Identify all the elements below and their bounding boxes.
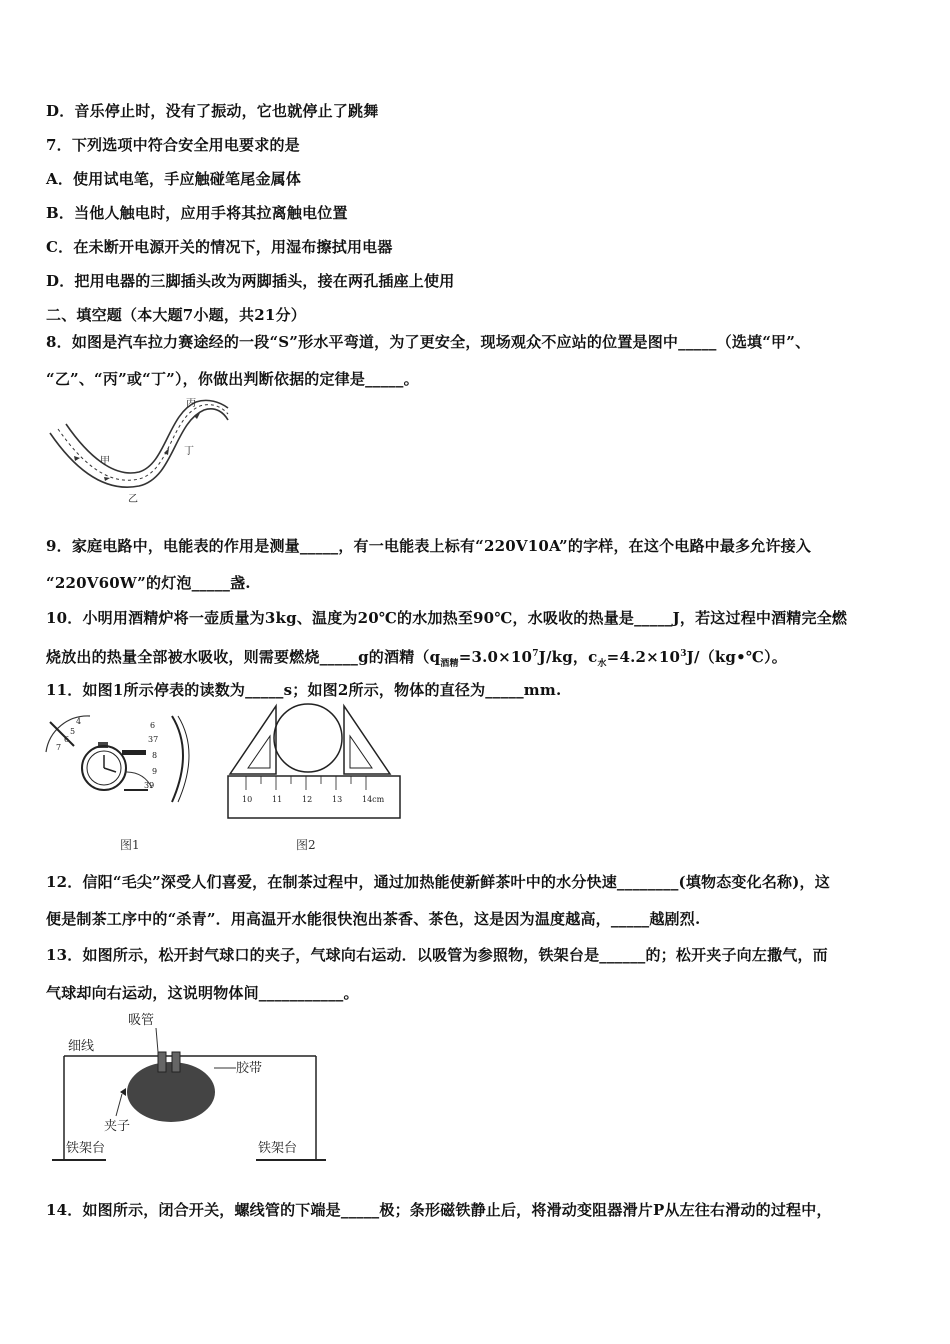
balloon-label-thread: 细线 bbox=[68, 1039, 95, 1054]
stopwatch-figure bbox=[44, 712, 194, 822]
balloon-label-tape: 胶带 bbox=[236, 1061, 263, 1076]
ruler-diameter-figure bbox=[226, 702, 406, 827]
question-12-line2: 便是制茶工序中的“杀青”．用高温开水能很快泡出茶香、茶色，这是因为温度越高，_____越剧烈. bbox=[46, 910, 701, 928]
option-d-q6: D．音乐停止时，没有了振动，它也就停止了跳舞 bbox=[46, 102, 379, 120]
question-11: 11．如图1所示停表的读数为_____s；如图2所示，物体的直径为_____mm. bbox=[46, 681, 562, 699]
svg-text:9: 9 bbox=[152, 767, 158, 776]
svg-text:5: 5 bbox=[70, 727, 76, 736]
figure-1-caption: 图1 bbox=[120, 838, 140, 852]
option-c-q7: C．在未断开电源开关的情况下，用湿布擦拭用电器 bbox=[46, 238, 393, 256]
s-curve-label-jia: 甲 bbox=[100, 456, 110, 467]
question-10-line1: 10．小明用酒精炉将一壶质量为3kg、温度为20℃的水加热至90℃，水吸收的热量是_____J，若这过程中酒精完全燃 bbox=[46, 609, 848, 627]
figure-2-caption: 图2 bbox=[296, 838, 316, 852]
question-13-line1: 13．如图所示，松开封气球口的夹子，气球向右运动．以吸管为参照物，铁架台是______的；松开夹子向左撒气，而 bbox=[46, 946, 828, 964]
balloon-label-stand-right: 铁架台 bbox=[258, 1141, 298, 1156]
question-10-line2: 烧放出的热量全部被水吸收，则需要燃烧_____g的酒精（$q_{酒精}=3.0\times 10^7J/kg$，$c_水=4.2\times 10^3J/(kg•℃)$。 bbox=[46, 648, 787, 669]
svg-text:11: 11 bbox=[272, 795, 283, 804]
option-a-q7: A．使用试电笔，手应触碰笔尾金属体 bbox=[46, 170, 302, 188]
balloon-label-stand-left: 铁架台 bbox=[66, 1141, 106, 1156]
question-7: 7．下列选项中符合安全用电要求的是 bbox=[46, 136, 300, 154]
balloon-label-clip: 夹子 bbox=[104, 1119, 131, 1134]
s-curve-road-figure bbox=[44, 398, 234, 516]
option-d-q7: D．把用电器的三脚插头改为两脚插头，接在两孔插座上使用 bbox=[46, 272, 455, 290]
svg-text:8: 8 bbox=[152, 751, 158, 760]
svg-text:14cm: 14cm bbox=[362, 795, 385, 804]
option-b-q7: B．当他人触电时，应用手将其拉离触电位置 bbox=[46, 204, 348, 222]
s-curve-label-yi: 乙 bbox=[128, 494, 138, 505]
question-9-line1: 9．家庭电路中，电能表的作用是测量_____，有一电能表上标有“220V10A”的字样，在这个电路中最多允许接入 bbox=[46, 537, 812, 555]
s-curve-label-bing: 丙 bbox=[186, 398, 196, 409]
svg-text:39: 39 bbox=[144, 781, 155, 790]
svg-text:10: 10 bbox=[242, 795, 253, 804]
question-9-line2: “220V60W”的灯泡_____盏. bbox=[46, 574, 251, 592]
question-13-line2: 气球却向右运动，这说明物体间___________。 bbox=[46, 984, 359, 1002]
question-12-line1: 12．信阳“毛尖”深受人们喜爱，在制茶过程中，通过加热能使新鲜茶叶中的水分快速________(填物态变化名称)，这 bbox=[46, 873, 830, 891]
svg-text:12: 12 bbox=[302, 795, 313, 804]
svg-text:6: 6 bbox=[64, 735, 70, 744]
balloon-rocket-figure bbox=[46, 1012, 336, 1168]
section-heading-fill-blank: 二、填空题（本大题7小题，共21分） bbox=[46, 306, 306, 324]
question-8-line2: “乙”、“丙”或“丁”），你做出判断依据的定律是_____。 bbox=[46, 370, 419, 388]
svg-text:37: 37 bbox=[148, 735, 159, 744]
s-curve-label-ding: 丁 bbox=[184, 446, 194, 457]
svg-text:6: 6 bbox=[150, 721, 156, 730]
question-14-line1: 14．如图所示，闭合开关，螺线管的下端是_____极；条形磁铁静止后，将滑动变阻器滑片P从左往右滑动的过程中， bbox=[46, 1201, 832, 1219]
balloon-label-straw: 吸管 bbox=[128, 1013, 155, 1028]
question-8-line1: 8．如图是汽车拉力赛途经的一段“S”形水平弯道，为了更安全，现场观众不应站的位置是图中_____（选填“甲”、 bbox=[46, 333, 811, 351]
svg-text:13: 13 bbox=[332, 795, 343, 804]
svg-text:4: 4 bbox=[76, 717, 82, 726]
svg-text:7: 7 bbox=[56, 743, 62, 752]
